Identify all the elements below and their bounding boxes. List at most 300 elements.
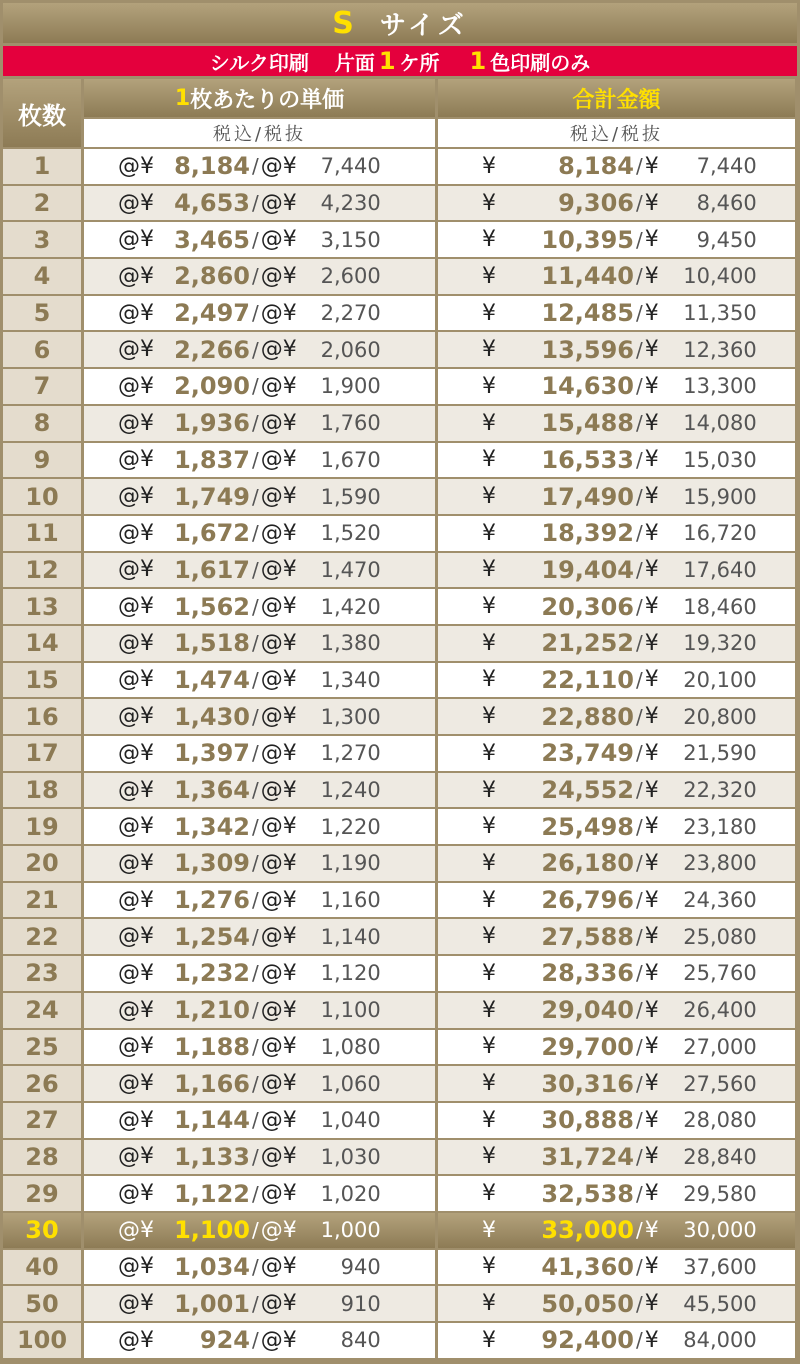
total-price-tax-ex: 25,760 [683, 961, 757, 986]
yen-symbol: ¥ [644, 1217, 659, 1243]
total-price-cell [438, 663, 795, 698]
total-price-tax-ex: 27,560 [683, 1071, 757, 1096]
unit-price-tax-in: 2,266 [174, 335, 250, 364]
qty-cell: 16 [3, 699, 81, 734]
unit-price-tax-in: 1,144 [174, 1106, 250, 1135]
slash-separator: / [636, 301, 643, 326]
yen-symbol: ¥ [482, 263, 496, 289]
table-row [3, 1286, 797, 1321]
at-yen-symbol: @¥ [260, 263, 297, 289]
unit-price-cell [84, 883, 435, 918]
at-yen-symbol: @¥ [118, 1107, 154, 1133]
total-price-tax-in: 14,630 [541, 372, 634, 401]
total-price-tax-ex: 28,080 [683, 1108, 757, 1133]
at-yen-symbol: @¥ [118, 263, 154, 289]
unit-price-cell [84, 1213, 435, 1248]
at-yen-symbol: @¥ [260, 630, 297, 656]
yen-symbol: ¥ [644, 814, 659, 840]
at-yen-symbol: @¥ [260, 1034, 297, 1060]
qty-cell: 17 [3, 736, 81, 771]
table-row [3, 186, 797, 221]
qty-cell: 40 [3, 1250, 81, 1285]
table-row [3, 626, 797, 661]
table-row [3, 1250, 797, 1285]
yen-symbol: ¥ [644, 1181, 659, 1207]
table-row [3, 736, 797, 771]
slash-separator: / [636, 374, 643, 399]
unit-price-tax-ex: 1,520 [320, 521, 381, 546]
slash-separator: / [636, 631, 643, 656]
total-price-cell [438, 222, 795, 257]
unit-price-tax-ex: 1,000 [320, 1218, 381, 1243]
yen-symbol: ¥ [482, 1034, 496, 1060]
total-price-tax-ex: 22,320 [683, 778, 757, 803]
yen-symbol: ¥ [644, 373, 659, 399]
yen-symbol: ¥ [482, 704, 496, 730]
at-yen-symbol: @¥ [118, 667, 154, 693]
yen-symbol: ¥ [482, 484, 496, 510]
total-price-tax-ex: 19,320 [683, 631, 757, 656]
total-price-tax-in: 13,596 [541, 335, 634, 364]
at-yen-symbol: @¥ [118, 887, 154, 913]
yen-symbol: ¥ [482, 1327, 496, 1353]
unit-price-tax-in: 1,837 [174, 445, 250, 474]
total-price-tax-in: 32,538 [541, 1179, 634, 1208]
at-yen-symbol: @¥ [118, 447, 154, 473]
qty-cell: 25 [3, 1030, 81, 1065]
unit-price-cell [84, 479, 435, 514]
yen-symbol: ¥ [482, 960, 496, 986]
table-row [3, 1030, 797, 1065]
total-price-tax-ex: 15,030 [683, 447, 757, 472]
at-yen-symbol: @¥ [118, 373, 154, 399]
total-price-tax-in: 25,498 [541, 812, 634, 841]
unit-price-cell [84, 553, 435, 588]
slash-separator: / [636, 1071, 643, 1096]
slash-separator: / [636, 1218, 643, 1243]
qty-cell: 19 [3, 809, 81, 844]
table-row [3, 443, 797, 478]
yen-symbol: ¥ [482, 667, 496, 693]
qty-cell: 28 [3, 1140, 81, 1175]
slash-separator: / [252, 667, 259, 692]
table-row [3, 1176, 797, 1211]
slash-separator: / [252, 374, 259, 399]
yen-symbol: ¥ [482, 153, 496, 179]
unit-price-tax-ex: 1,100 [320, 998, 381, 1023]
total-price-tax-ex: 13,300 [683, 374, 757, 399]
slash-separator: / [252, 851, 259, 876]
unit-price-cell [84, 406, 435, 441]
at-yen-symbol: @¥ [260, 484, 297, 510]
unit-price-cell [84, 956, 435, 991]
total-price-tax-ex: 30,000 [683, 1218, 757, 1243]
unit-price-tax-ex: 1,220 [320, 814, 381, 839]
at-yen-symbol: @¥ [260, 227, 297, 253]
at-yen-symbol: @¥ [260, 1327, 297, 1353]
table-row [3, 699, 797, 734]
unit-price-tax-ex: 2,270 [320, 301, 381, 326]
unit-price-tax-ex: 1,160 [320, 888, 381, 913]
slash-separator: / [636, 594, 643, 619]
unit-price-cell [84, 1250, 435, 1285]
unit-price-tax-in: 1,034 [174, 1252, 250, 1281]
slash-separator: / [636, 814, 643, 839]
yen-symbol: ¥ [644, 190, 659, 216]
total-price-tax-in: 21,252 [541, 629, 634, 658]
unit-price-tax-in: 924 [199, 1326, 250, 1355]
unit-price-tax-in: 1,100 [174, 1216, 250, 1245]
slash-separator: / [252, 191, 259, 216]
spec-location-label: ケ所 [399, 50, 440, 75]
slash-separator: / [252, 888, 259, 913]
slash-separator: / [636, 1291, 643, 1316]
slash-separator: / [636, 1034, 643, 1059]
table-row [3, 883, 797, 918]
unit-price-cell [84, 736, 435, 771]
yen-symbol: ¥ [644, 1071, 659, 1097]
unit-price-tax-in: 1,133 [174, 1142, 250, 1171]
at-yen-symbol: @¥ [260, 520, 297, 546]
unit-price-tax-in: 1,749 [174, 482, 250, 511]
yen-symbol: ¥ [644, 667, 659, 693]
total-price-tax-in: 30,316 [541, 1069, 634, 1098]
qty-cell: 18 [3, 773, 81, 808]
unit-price-cell [84, 699, 435, 734]
table-row [3, 222, 797, 257]
slash-separator: / [636, 484, 643, 509]
qty-cell: 20 [3, 846, 81, 881]
total-price-tax-in: 23,749 [541, 739, 634, 768]
slash-separator: / [252, 337, 259, 362]
slash-separator: / [252, 1071, 259, 1096]
at-yen-symbol: @¥ [118, 520, 154, 546]
unit-price-tax-ex: 7,440 [320, 154, 381, 179]
total-price-cell [438, 846, 795, 881]
total-price-cell [438, 1250, 795, 1285]
slash-separator: / [636, 557, 643, 582]
unit-price-tax-in: 1,364 [174, 776, 250, 805]
table-row [3, 332, 797, 367]
at-yen-symbol: @¥ [260, 337, 297, 363]
total-price-cell [438, 1323, 795, 1358]
at-yen-symbol: @¥ [260, 740, 297, 766]
total-price-header [438, 79, 795, 147]
total-price-cell [438, 1140, 795, 1175]
slash-separator: / [636, 154, 643, 179]
slash-separator: / [252, 1254, 259, 1279]
table-row [3, 479, 797, 514]
total-price-cell [438, 443, 795, 478]
total-price-tax-in: 22,880 [541, 702, 634, 731]
total-price-cell [438, 516, 795, 551]
total-price-tax-ex: 18,460 [683, 594, 757, 619]
yen-symbol: ¥ [482, 447, 496, 473]
total-price-tax-ex: 45,500 [683, 1291, 757, 1316]
slash-separator: / [252, 264, 259, 289]
yen-symbol: ¥ [482, 1107, 496, 1133]
total-price-tax-in: 41,360 [541, 1252, 634, 1281]
spec-color-label: 色印刷のみ [490, 50, 591, 75]
table-row [3, 663, 797, 698]
unit-price-cell [84, 663, 435, 698]
qty-header: 枚数 [3, 79, 81, 147]
slash-separator: / [636, 1254, 643, 1279]
unit-price-tax-in: 1,936 [174, 409, 250, 438]
unit-price-tax-in: 1,276 [174, 886, 250, 915]
total-price-tax-ex: 10,400 [683, 264, 757, 289]
unit-price-tax-ex: 4,230 [320, 191, 381, 216]
total-price-tax-in: 8,184 [558, 152, 634, 181]
table-row [3, 296, 797, 331]
total-price-tax-in: 12,485 [541, 299, 634, 328]
yen-symbol: ¥ [644, 850, 659, 876]
table-row [3, 259, 797, 294]
total-price-tax-in: 9,306 [558, 189, 634, 218]
qty-cell: 8 [3, 406, 81, 441]
total-price-cell [438, 736, 795, 771]
unit-price-tax-ex: 1,760 [320, 411, 381, 436]
unit-price-tax-ex: 1,240 [320, 778, 381, 803]
yen-symbol: ¥ [644, 410, 659, 436]
slash-separator: / [252, 1181, 259, 1206]
at-yen-symbol: @¥ [118, 997, 154, 1023]
total-price-tax-in: 19,404 [541, 555, 634, 584]
slash-separator: / [252, 1328, 259, 1353]
yen-symbol: ¥ [644, 300, 659, 326]
yen-symbol: ¥ [482, 997, 496, 1023]
slash-separator: / [636, 704, 643, 729]
total-price-cell [438, 369, 795, 404]
at-yen-symbol: @¥ [118, 1217, 154, 1243]
at-yen-symbol: @¥ [118, 704, 154, 730]
qty-cell: 30 [3, 1213, 81, 1248]
total-price-tax-in: 29,040 [541, 996, 634, 1025]
table-row [3, 919, 797, 954]
at-yen-symbol: @¥ [260, 1217, 297, 1243]
qty-cell: 5 [3, 296, 81, 331]
slash-separator: / [636, 227, 643, 252]
total-price-tax-ex: 7,440 [696, 154, 757, 179]
slash-separator: / [636, 1181, 643, 1206]
unit-price-tax-in: 2,860 [174, 262, 250, 291]
slash-separator: / [636, 1108, 643, 1133]
yen-symbol: ¥ [482, 630, 496, 656]
at-yen-symbol: @¥ [260, 190, 297, 216]
at-yen-symbol: @¥ [118, 153, 154, 179]
slash-separator: / [252, 301, 259, 326]
yen-symbol: ¥ [644, 337, 659, 363]
unit-price-tax-in: 3,465 [174, 225, 250, 254]
unit-price-cell [84, 589, 435, 624]
yen-symbol: ¥ [482, 740, 496, 766]
unit-price-cell [84, 332, 435, 367]
total-price-cell [438, 479, 795, 514]
yen-symbol: ¥ [482, 1144, 496, 1170]
total-price-tax-ex: 9,450 [696, 227, 757, 252]
unit-price-cell [84, 809, 435, 844]
yen-symbol: ¥ [644, 924, 659, 950]
at-yen-symbol: @¥ [260, 153, 297, 179]
qty-cell: 13 [3, 589, 81, 624]
table-row [3, 846, 797, 881]
unit-price-tax-ex: 1,590 [320, 484, 381, 509]
at-yen-symbol: @¥ [118, 960, 154, 986]
table-body [3, 149, 797, 1358]
slash-separator: / [252, 227, 259, 252]
slash-separator: / [636, 264, 643, 289]
unit-price-cell [84, 773, 435, 808]
table-header [3, 79, 797, 147]
yen-symbol: ¥ [644, 263, 659, 289]
yen-symbol: ¥ [644, 1107, 659, 1133]
unit-price-cell [84, 1103, 435, 1138]
unit-price-tax-ex: 2,600 [320, 264, 381, 289]
yen-symbol: ¥ [482, 410, 496, 436]
unit-price-tax-in: 1,254 [174, 922, 250, 951]
unit-price-tax-ex: 1,470 [320, 557, 381, 582]
total-price-tax-ex: 20,100 [683, 667, 757, 692]
yen-symbol: ¥ [644, 960, 659, 986]
unit-price-tax-in: 1,474 [174, 665, 250, 694]
total-price-cell [438, 1066, 795, 1101]
at-yen-symbol: @¥ [260, 1107, 297, 1133]
at-yen-symbol: @¥ [118, 814, 154, 840]
unit-price-cell [84, 443, 435, 478]
at-yen-symbol: @¥ [118, 1181, 154, 1207]
yen-symbol: ¥ [644, 777, 659, 803]
unit-price-cell [84, 1286, 435, 1321]
at-yen-symbol: @¥ [260, 704, 297, 730]
table-row [3, 1213, 797, 1248]
total-price-tax-ex: 23,180 [683, 814, 757, 839]
unit-price-tax-in: 1,518 [174, 629, 250, 658]
table-row [3, 369, 797, 404]
yen-symbol: ¥ [644, 1254, 659, 1280]
at-yen-symbol: @¥ [118, 410, 154, 436]
table-row [3, 993, 797, 1028]
yen-symbol: ¥ [482, 337, 496, 363]
at-yen-symbol: @¥ [118, 1327, 154, 1353]
qty-cell: 11 [3, 516, 81, 551]
unit-price-tax-ex: 1,900 [320, 374, 381, 399]
total-price-cell [438, 1286, 795, 1321]
unit-price-tax-in: 1,166 [174, 1069, 250, 1098]
total-price-cell [438, 406, 795, 441]
unit-price-cell [84, 1140, 435, 1175]
yen-symbol: ¥ [644, 630, 659, 656]
unit-price-tax-ex: 1,190 [320, 851, 381, 876]
total-price-cell [438, 883, 795, 918]
qty-cell: 2 [3, 186, 81, 221]
at-yen-symbol: @¥ [118, 190, 154, 216]
total-price-tax-in: 15,488 [541, 409, 634, 438]
at-yen-symbol: @¥ [118, 557, 154, 583]
table-row [3, 553, 797, 588]
total-price-cell [438, 149, 795, 184]
yen-symbol: ¥ [482, 520, 496, 546]
unit-price-tax-in: 1,617 [174, 555, 250, 584]
qty-cell: 7 [3, 369, 81, 404]
at-yen-symbol: @¥ [260, 594, 297, 620]
total-price-tax-ex: 26,400 [683, 998, 757, 1023]
unit-price-cell [84, 259, 435, 294]
yen-symbol: ¥ [644, 704, 659, 730]
table-row [3, 1323, 797, 1358]
unit-price-tax-in: 1,430 [174, 702, 250, 731]
unit-price-tax-in: 1,188 [174, 1032, 250, 1061]
spec-color-count: 1 [469, 47, 487, 75]
total-price-tax-in: 10,395 [541, 225, 634, 254]
yen-symbol: ¥ [644, 557, 659, 583]
unit-tax-subheader: 税込/税抜 [84, 119, 435, 147]
yen-symbol: ¥ [482, 924, 496, 950]
yen-symbol: ¥ [644, 227, 659, 253]
total-price-tax-ex: 84,000 [683, 1328, 757, 1353]
slash-separator: / [636, 447, 643, 472]
slash-separator: / [636, 1144, 643, 1169]
yen-symbol: ¥ [482, 777, 496, 803]
total-price-tax-ex: 12,360 [683, 337, 757, 362]
at-yen-symbol: @¥ [260, 887, 297, 913]
table-row [3, 956, 797, 991]
at-yen-symbol: @¥ [260, 777, 297, 803]
unit-price-cell [84, 516, 435, 551]
qty-cell: 6 [3, 332, 81, 367]
yen-symbol: ¥ [482, 814, 496, 840]
qty-cell: 10 [3, 479, 81, 514]
yen-symbol: ¥ [644, 997, 659, 1023]
unit-header-label: 枚あたりの単価 [190, 87, 345, 113]
at-yen-symbol: @¥ [118, 630, 154, 656]
at-yen-symbol: @¥ [260, 1071, 297, 1097]
slash-separator: / [636, 411, 643, 436]
yen-symbol: ¥ [482, 850, 496, 876]
slash-separator: / [636, 851, 643, 876]
at-yen-symbol: @¥ [118, 1254, 154, 1280]
qty-cell: 22 [3, 919, 81, 954]
slash-separator: / [252, 814, 259, 839]
yen-symbol: ¥ [482, 1181, 496, 1207]
slash-separator: / [636, 521, 643, 546]
unit-price-cell [84, 1176, 435, 1211]
at-yen-symbol: @¥ [260, 850, 297, 876]
unit-price-tax-ex: 1,420 [320, 594, 381, 619]
yen-symbol: ¥ [644, 1144, 659, 1170]
total-price-tax-ex: 8,460 [696, 191, 757, 216]
yen-symbol: ¥ [482, 373, 496, 399]
total-price-tax-ex: 25,080 [683, 924, 757, 949]
slash-separator: / [252, 961, 259, 986]
total-price-tax-ex: 24,360 [683, 888, 757, 913]
print-spec-banner [3, 46, 797, 76]
at-yen-symbol: @¥ [260, 1291, 297, 1317]
total-price-tax-in: 24,552 [541, 776, 634, 805]
total-price-tax-ex: 27,000 [683, 1034, 757, 1059]
unit-price-cell [84, 626, 435, 661]
total-price-cell [438, 332, 795, 367]
total-price-tax-ex: 37,600 [683, 1254, 757, 1279]
spec-location-count: 1 [378, 47, 396, 75]
yen-symbol: ¥ [482, 887, 496, 913]
total-price-cell [438, 1030, 795, 1065]
total-price-tax-in: 29,700 [541, 1032, 634, 1061]
unit-price-tax-ex: 1,270 [320, 741, 381, 766]
at-yen-symbol: @¥ [260, 447, 297, 473]
spec-method: シルク印刷 [209, 50, 309, 75]
unit-price-cell [84, 993, 435, 1028]
size-letter: S [332, 5, 358, 41]
